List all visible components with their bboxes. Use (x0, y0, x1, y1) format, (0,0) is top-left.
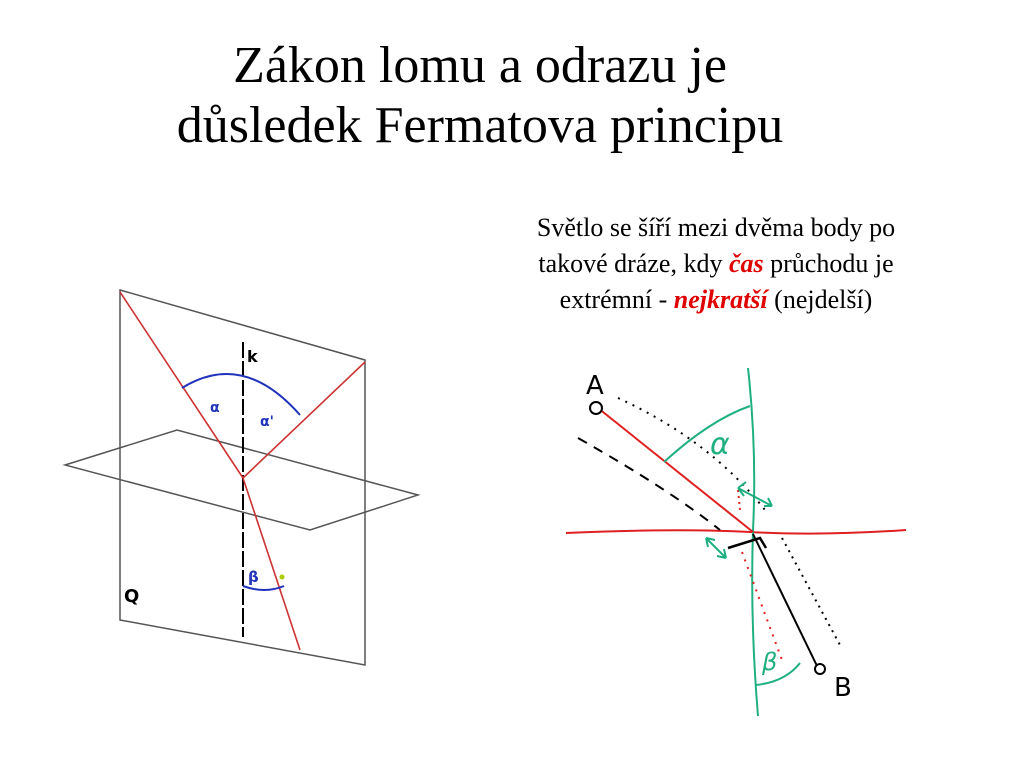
desc-text-3b: (nejdelší) (767, 285, 873, 314)
slide-title (0, 36, 960, 156)
description (466, 210, 966, 318)
accent-mark (280, 575, 285, 580)
point-b-marker (815, 664, 825, 674)
arc-alpha (664, 406, 750, 462)
label-beta: β (762, 648, 778, 676)
desc-line-1 (466, 210, 966, 246)
label-b: B (834, 673, 852, 703)
desc-text-2a: takové dráze, kdy (538, 249, 729, 278)
desc-line-3 (466, 282, 966, 318)
refracted-ray (243, 478, 300, 650)
reflection-refraction-3d-diagram (60, 280, 430, 670)
label-alpha: α (210, 400, 220, 416)
dotted-guide-right (782, 538, 840, 645)
emphasis-time: čas (728, 249, 764, 278)
red-dotted-extension (742, 552, 782, 660)
title-line-2: důsledek Fermatova principu (176, 97, 784, 154)
arc-incidence-reflection (182, 374, 300, 415)
desc-text-1: Světlo se šíří mezi dvěma body po (536, 213, 896, 242)
label-alpha: α (710, 427, 730, 462)
title-line-1: Zákon lomu a odrazu je (233, 37, 727, 94)
label-alpha-prime: α' (260, 414, 274, 430)
desc-text-3a: extrémní - (559, 285, 674, 314)
desc-text-2b: průchodu je (763, 249, 894, 278)
dashed-guide-lower (578, 438, 720, 530)
double-arrow-lower (706, 538, 726, 558)
label-k: k (247, 347, 258, 366)
interface-bracket (728, 538, 766, 548)
interface-line (566, 530, 906, 534)
fermat-path-diagram (560, 360, 920, 720)
label-a: A (586, 371, 604, 401)
point-a-marker (590, 402, 602, 414)
red-dotted-mark (738, 490, 740, 510)
emphasis-shortest: nejkratší (673, 285, 768, 314)
arc-refraction (243, 586, 284, 590)
label-q: Q (124, 586, 140, 607)
desc-line-2 (466, 246, 966, 282)
label-beta: β (248, 568, 259, 586)
